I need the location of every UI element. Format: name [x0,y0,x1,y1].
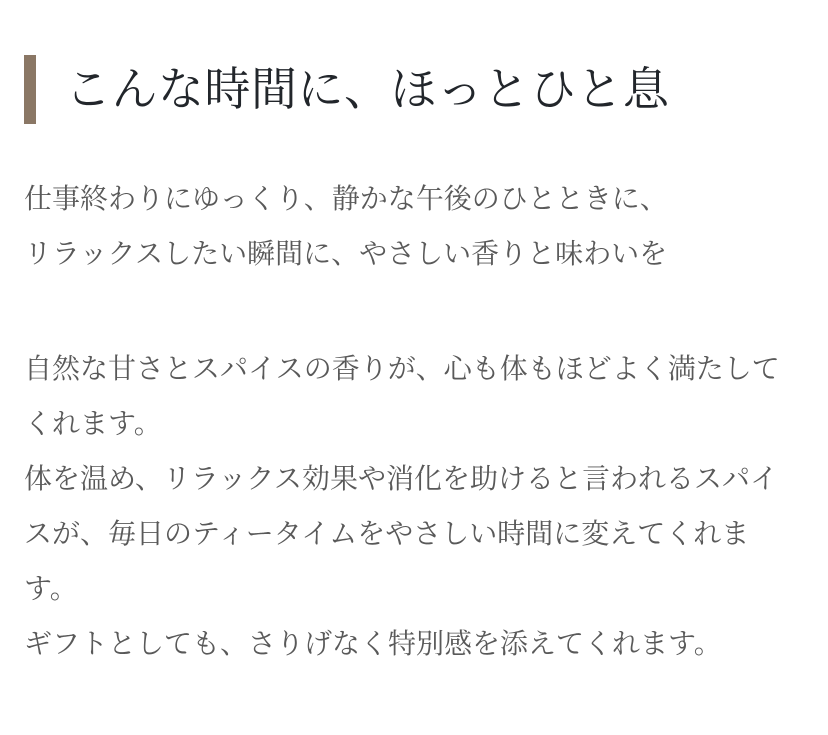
body-line-5: す。 [24,573,78,604]
body-line-3: 体を温め、リラックス効果や消化を助けると言われるスパイ [24,463,779,494]
body-line-6: ギフトとしても、さりげなく特別感を添えてくれます。 [24,628,722,659]
lead-line-1: 仕事終わりにゆっくり、静かな午後のひとときに、 [24,183,668,214]
body-line-2: くれます。 [24,408,162,439]
body-line-4: スが、毎日のティータイムをやさしい時間に変えてくれま [24,518,750,549]
lead-paragraph [24,171,804,281]
lead-line-2: リラックスしたい瞬間に、やさしい香りと味わいを [24,238,668,269]
heading-accent-bar [24,55,36,124]
section-heading-text: こんな時間に、ほっとひと息 [65,63,670,115]
section-heading [24,0,804,124]
body-paragraph [24,341,804,671]
body-line-1: 自然な甘さとスパイスの香りが、心も体もほどよく満たして [24,353,780,384]
